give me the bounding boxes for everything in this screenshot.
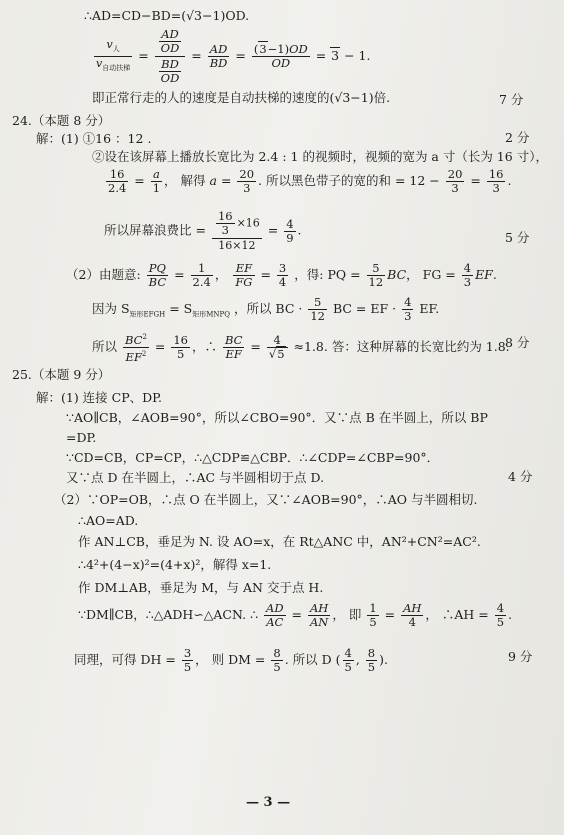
text-fragment: 所以 bbox=[92, 338, 118, 354]
text-fragment: 所以屏幕浪费比 = bbox=[104, 222, 206, 238]
text-fragment: 则 DM = bbox=[211, 652, 266, 667]
solution-line: 解：(1) ①16 ：12 . bbox=[36, 131, 152, 146]
solution-formula: ∵DM∥CB，∴△ADH∽△ACN. ∴ $\frac{AD}{AC}$ = $\frac{AH}{AN}$ ， 即 $\frac{1}{5}$ = $\frac{AH}{4}$ ， ∴AH = $\frac{4}{5}$ . bbox=[78, 601, 513, 629]
solution-line: 又∵点 D 在半圆上，∴AC 与半圆相切于点 D. bbox=[66, 470, 325, 485]
solution-line: ∴AD=CD−BD=(√3−1)OD. bbox=[84, 8, 250, 23]
text-fragment: 矩形EFGH bbox=[129, 310, 166, 319]
score-mark: 4 分 bbox=[508, 469, 533, 484]
question-25-title: 25.（本题 9 分） bbox=[12, 367, 111, 382]
solution-line: ②设在该屏幕上播放长宽比为 2.4 : 1 的视频时，视频的宽为 a 寸（长为 16 寸）， bbox=[92, 149, 548, 164]
solution-line: ∴4²+(4−x)²=(4+x)²，解得 x=1. bbox=[78, 557, 272, 572]
score-mark: 8 分 bbox=[505, 335, 530, 350]
text-fragment: ，得: bbox=[294, 267, 324, 282]
solution-formula: 所以屏幕浪费比 = $\frac{16}{3}$ ×16 16×12 = $\frac{4}{9}$ . bbox=[104, 209, 302, 252]
text-fragment: BC = EF · bbox=[332, 301, 397, 316]
text-fragment: 矩形MNPQ bbox=[192, 310, 230, 319]
solution-line: ∴AO=AD. bbox=[78, 513, 139, 528]
solution-line: 即正常行走的人的速度是自动扶梯的速度的(√3−1)倍. bbox=[92, 90, 391, 105]
solution-line: 作 DM⊥AB，垂足为 M，与 AN 交于点 H. bbox=[78, 580, 324, 595]
text-fragment: ∵DM∥CB，∴△ADH∽△ACN. ∴ bbox=[78, 607, 259, 622]
text-fragment: 即 bbox=[348, 607, 362, 622]
score-mark: 2 分 bbox=[505, 130, 530, 145]
solution-formula: 同理，可得 DH = $\frac{3}{5}$ ， 则 DM = $\frac{8}{5}$ . 所以 D ( $\frac{4}{5}$ , $\frac{8}{5}$ ). bbox=[74, 646, 388, 674]
score-mark: 5 分 bbox=[505, 230, 530, 245]
text-fragment: 解得 bbox=[180, 173, 206, 188]
solution-formula: 所以 $\frac{BC^2}{EF^2}$ = $\frac{16}{5}$ ，∴ $\frac{BC}{EF}$ = $\frac{4}{√5}$ ≈1.8. 答：这种屏幕的长宽比约为 1.8. bbox=[92, 332, 510, 364]
text-fragment: = S bbox=[169, 301, 193, 316]
text-fragment: 所以黑色带子的宽的和 = 12 − bbox=[266, 173, 440, 188]
solution-line: 解：(1) 连接 CP、DP. bbox=[36, 390, 163, 405]
solution-formula: 因为 $S_{矩形EFGH} = S_{矩形MNPQ}$ ，所以 BC · $\frac{5}{12}$ BC = EF · $\frac{4}{3}$ EF. bbox=[92, 295, 440, 323]
solution-line: =DP. bbox=[66, 430, 97, 445]
solution-formula: $\frac{16}{2.4}$ = $\frac{a}{1}$ ， 解得 a = $\frac{20}{3}$ . 所以黑色带子的宽的和 = 12 − $\frac{20}{3}$ = $\frac{16}{3}$ . bbox=[108, 167, 512, 195]
text-fragment: ，所以 BC · bbox=[233, 301, 303, 316]
text-fragment: （2）由题意: bbox=[66, 267, 141, 282]
score-mark: 9 分 bbox=[508, 649, 533, 664]
solution-line: ∵CD=CB，CP=CP，∴△CDP≌△CBP．∴∠CDP=∠CBP=90°． bbox=[66, 450, 440, 465]
text-fragment: 因为 S bbox=[92, 301, 130, 316]
text-fragment: ∴AH = bbox=[441, 607, 489, 622]
text-fragment: 所以 D bbox=[292, 652, 332, 667]
text-fragment: ≈1.8. 答：这种屏幕的长宽比约为 1.8. bbox=[293, 338, 510, 354]
question-24-title: 24.（本题 8 分） bbox=[12, 113, 111, 128]
text-fragment: FG = bbox=[422, 267, 456, 282]
solution-line: 作 AN⊥CB，垂足为 N. 设 AO=x，在 Rt△ANC 中，AN²+CN²=AC². bbox=[78, 534, 481, 549]
text-fragment: EF. bbox=[419, 301, 440, 316]
text-fragment: PQ = bbox=[327, 267, 361, 282]
text-fragment: 同理，可得 DH = bbox=[74, 652, 176, 667]
solution-formula: （2）由题意: $\frac{PQ}{BC}$ = $\frac{1}{2.4}$ ， $\frac{EF}{FG}$ = $\frac{3}{4}$ ，得: PQ = $\frac{5}{12}$ BC， FG = $\frac{4}{3}$ EF. bbox=[66, 261, 497, 289]
page-number: — 3 — bbox=[246, 795, 291, 810]
solution-line: （2）∵OP=OB，∴点 O 在半圆上，又∵∠AOB=90°，∴AO 与半圆相切. bbox=[54, 492, 478, 507]
score-mark: 7 分 bbox=[499, 92, 524, 107]
velocity-ratio-formula: $v_人$ $v_{自动扶梯}$ = $\frac{AD}{OD}$ $\frac{BD}{OD}$ = $\frac{AD}{BD}$ = $\frac{(3-1)OD}{OD}$ = 3 − 1. bbox=[96, 27, 371, 85]
solution-line: ∵AO∥CB，∠AOB=90°，所以∠CBO=90°．又∵点 B 在半圆上，所以 BP bbox=[66, 410, 488, 425]
